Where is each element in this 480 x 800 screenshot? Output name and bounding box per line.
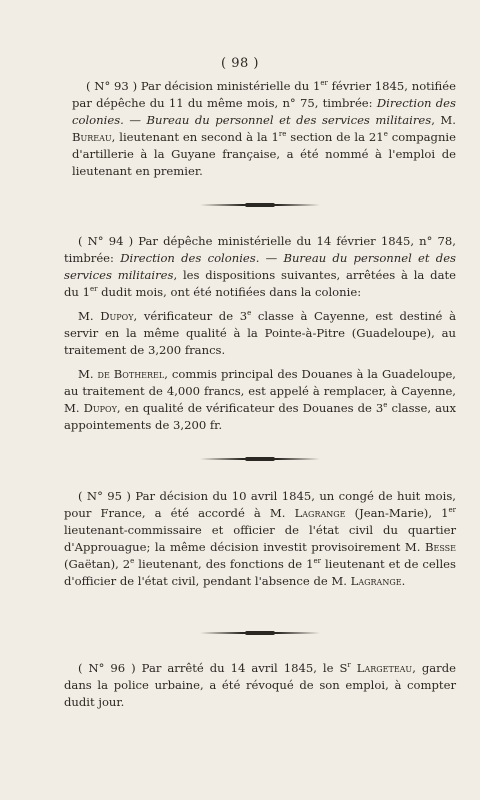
entry-94-intro: ( N° 94 ) Par dépêche ministérielle du 14 février 1845, n° 78, timbrée: Direction des colonies. — Bureau du personnel et des services militaires, les dispositions suivantes, arrêtées à la date du 1er dudit mois, ont été notifiées dans la colonie: xyxy=(64,234,457,299)
entry-94 xyxy=(64,233,456,434)
separator-rule xyxy=(200,204,320,206)
entry-94-dupoy: M. Dupoy, vérificateur de 3e classe à Cayenne, est destiné à servir en la même qualité à la Pointe-à-Pitre (Guadeloupe), au traitement de 3,200 francs. xyxy=(64,309,456,357)
separator-rule xyxy=(200,458,320,460)
page-number: ( 98 ) xyxy=(221,56,259,71)
entry-95-text: ( N° 95 ) Par décision du 10 avril 1845, un congé de huit mois, pour France, a été accordé à M. Lagrange (Jean-Marie), 1er lieutenant-commissaire et officier de l'état civil du quartier d'Approuague; la même décision investit provisoirement M. Besse (Gaëtan), 2e lieutenant, des fonctions de 1er lieutenant et de celles d'officier de l'état civil, pendant l'absence de M. Lagrange. xyxy=(64,489,456,588)
separator-rule xyxy=(200,632,320,634)
entry-96 xyxy=(64,660,456,711)
entry-94-botherel: M. de Botherel, commis principal des Douanes à la Guadeloupe, au traitement de 4,000 francs, est appelé à remplacer, à Cayenne, M. Dupoy, en qualité de vérificateur des Douanes de 3e classe, aux appointements de 3,200 fr. xyxy=(64,367,456,432)
entry-95 xyxy=(64,488,456,590)
entry-93 xyxy=(72,78,456,180)
entry-96-text: ( N° 96 ) Par arrêté du 14 avril 1845, le $S^r$ Largeteau, garde dans la police urbaine, a été révoqué de son emploi, à compter dudit jour. xyxy=(64,661,457,709)
entry-93-text: ( N° 93 ) Par décision ministérielle du 1er février 1845, notifiée par dépêche du 11 du même mois, n° 75, timbrée: Direction des colonies. — Bureau du personnel et des services militaires, M. Bureau, lieutenant en second à la 1re section de la 21e compagnie d'artillerie à la Guyane française, a été nommé à l'emploi de lieutenant en premier. xyxy=(72,79,457,178)
